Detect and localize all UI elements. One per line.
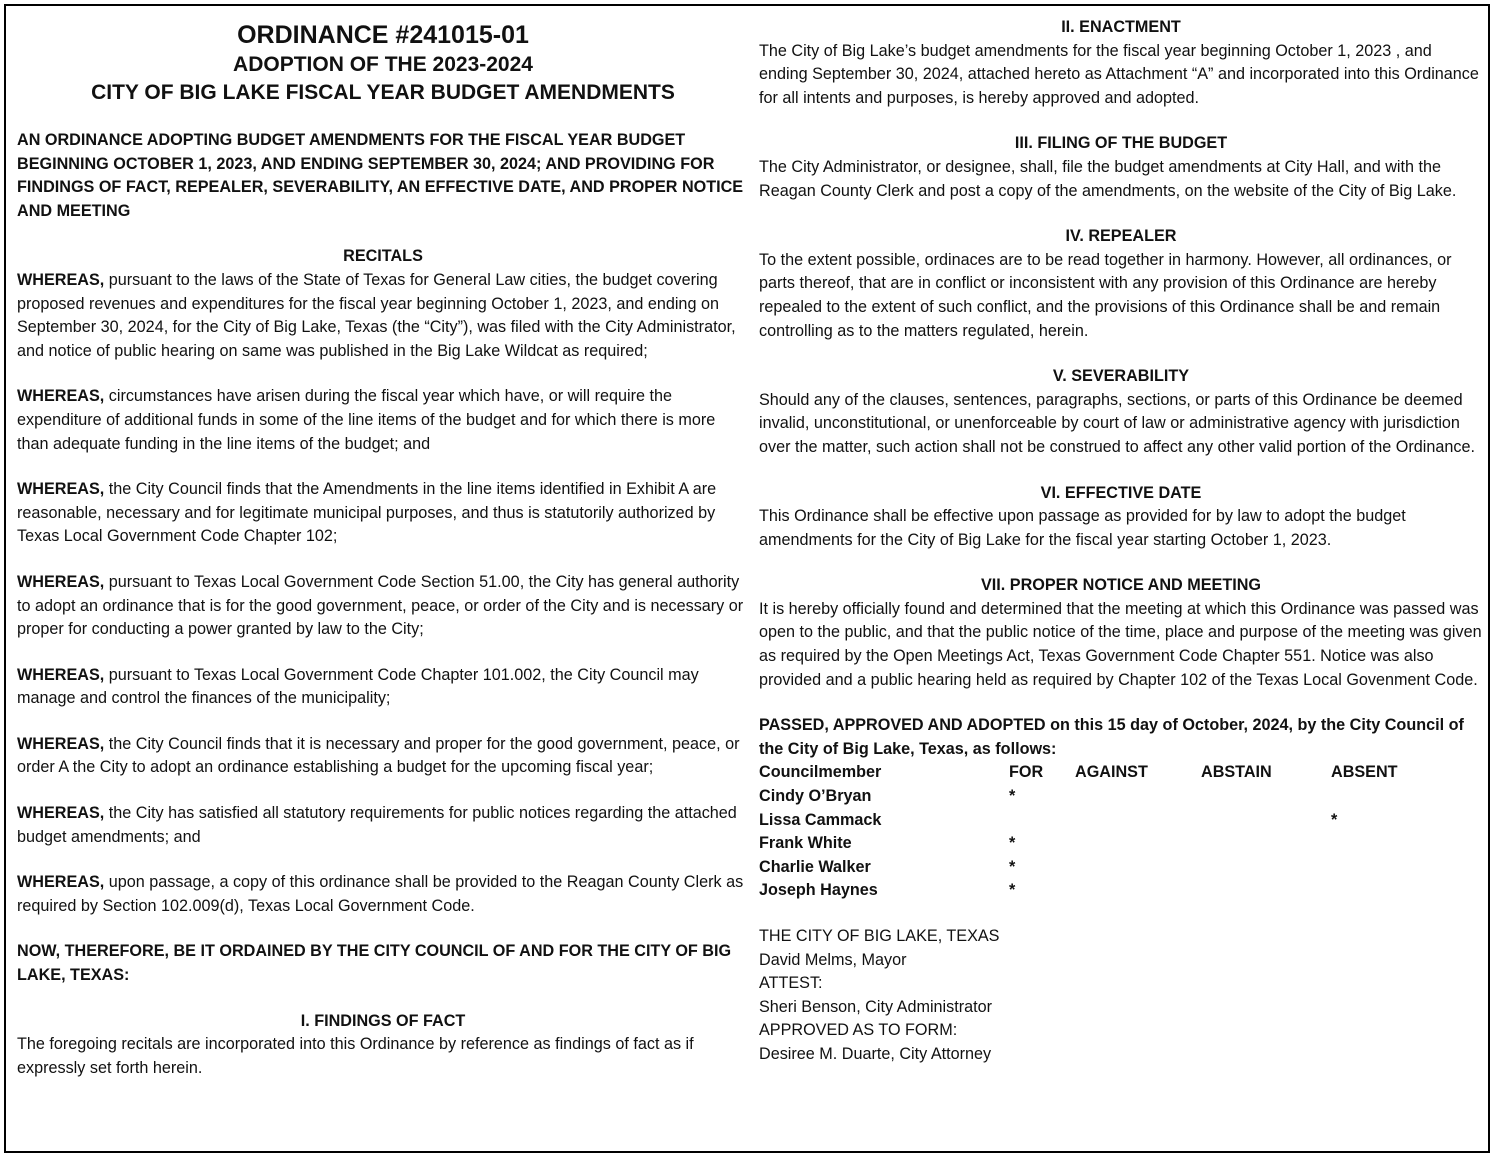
signature-attorney: Desiree M. Duarte, City Attorney: [759, 1044, 992, 1063]
section-text-severability: Should any of the clauses, sentences, paragraphs, sections, or parts of this Ordinance be deemed invalid, unconstitutional, or unenforceable by court of law or administrative agency with jurisdiction over the matter, such action shall not be construed to affect any other valid portion of the Ordinance.: [759, 390, 1475, 456]
councilmember-name: Charlie Walker: [759, 857, 871, 876]
vote-for: *: [1009, 881, 1016, 900]
vote-against: [1075, 785, 1201, 809]
vote-header-row: [759, 761, 1431, 785]
section-heading-enactment: II. ENACTMENT: [1061, 18, 1181, 36]
header-abstain: ABSTAIN: [1201, 763, 1272, 782]
vote-against: [1075, 879, 1201, 903]
vote-abstain: [1201, 785, 1331, 809]
section-heading-findings: I. FINDINGS OF FACT: [300, 1011, 466, 1030]
signature-administrator: Sheri Benson, City Administrator: [759, 997, 993, 1016]
whereas-label: WHEREAS,: [17, 873, 105, 892]
whereas-label: WHEREAS,: [17, 804, 105, 823]
recital-text: pursuant to Texas Local Government Code Section 51.00, the City has general authority to adopt an ordinance that is for the good government, peace, or order of the City and is necessary or proper for conducting a power granted by law to the City;: [17, 572, 744, 639]
recital-text: pursuant to the laws of the State of Texas for General Law cities, the budget covering proposed revenues and expenditures for the fiscal year beginning October 1, 2023, and ending on September 30, 2024, for the City of Big Lake, Texas (the “City”), was filed with the City Administrator, and notice of public hearing on same was published in the Big Lake Wildcat as required;: [17, 270, 736, 360]
ordinance-notice: [4, 4, 1490, 1153]
recital-paragraph: [17, 385, 749, 456]
section-heading-notice: VII. PROPER NOTICE AND MEETING: [980, 576, 1261, 595]
recital-text: the City Council finds that the Amendments in the line items identified in Exhibit A are reasonable, necessary and for legitimate municipal purposes, and thus is statutorily authorized by Texas Local Government Code Chapter 102;: [17, 480, 717, 546]
whereas-label: WHEREAS,: [17, 270, 105, 289]
section-text-findings: The foregoing recitals are incorporated into this Ordinance by reference as findings of fact as if expressly set forth herein.: [17, 1035, 694, 1077]
header-against: AGAINST: [1075, 763, 1148, 782]
header-councilmember: Councilmember: [759, 763, 882, 782]
ordinance-title-line: CITY OF BIG LAKE FISCAL YEAR BUDGET AMENDMENTS: [91, 81, 675, 104]
councilmember-name: Frank White: [759, 834, 852, 853]
vote-against: [1075, 856, 1201, 880]
recital-paragraph: [17, 802, 749, 849]
vote-row: [759, 856, 1431, 880]
vote-for: *: [1009, 834, 1016, 853]
recital-paragraph: [17, 478, 749, 549]
recital-paragraph: [17, 664, 749, 711]
right-column: [759, 6, 1483, 1067]
section-heading-filing: III. FILING OF THE BUDGET: [1014, 134, 1228, 153]
section-heading-severability: V. SEVERABILITY: [1052, 367, 1190, 386]
vote-abstain: [1201, 856, 1331, 880]
recital-paragraph: [17, 269, 749, 363]
header-absent: ABSENT: [1331, 763, 1398, 782]
section-text-enactment: The City of Big Lake’s budget amendments for the fiscal year beginning October 1, 2023 , and ending September 30, 2024, attached hereto as Attachment “A” and incorporated into this Ordinance for all intents and purposes, is hereby approved and adopted.: [759, 41, 1479, 107]
section-text-effective-date: This Ordinance shall be effective upon passage as provided for by law to adopt the budget amendments for the City of Big Lake for the fiscal year starting October 1, 2023.: [759, 507, 1406, 549]
section-text-filing: The City Administrator, or designee, shall, file the budget amendments at City Hall, and with the Reagan County Clerk and post a copy of the amendments, on the website of the City of Big Lake.: [759, 157, 1457, 200]
recital-text: the City has satisfied all statutory requirements for public notices regarding the attached budget amendments; and: [17, 804, 737, 846]
vote-absent: [1331, 832, 1431, 856]
vote-for: *: [1009, 857, 1016, 876]
signature-mayor: David Melms, Mayor: [759, 950, 907, 969]
councilmember-name: Cindy O’Bryan: [759, 787, 872, 806]
vote-absent: *: [1331, 810, 1338, 829]
recital-text: the City Council finds that it is necessary and proper for the good government, peace, or order A the City to adopt an ordinance establishing a budget for the upcoming fiscal year;: [17, 734, 740, 777]
vote-row: [759, 832, 1431, 856]
left-column: [17, 6, 749, 1080]
ordinance-title-line: ADOPTION OF THE 2023-2024: [233, 53, 533, 76]
signature-block: [759, 925, 1483, 1067]
vote-abstain: [1201, 879, 1331, 903]
vote-against: [1075, 809, 1201, 833]
recital-paragraph: [17, 871, 749, 918]
whereas-label: WHEREAS,: [17, 387, 105, 406]
vote-row: [759, 809, 1431, 833]
passed-statement: PASSED, APPROVED AND ADOPTED on this 15 day of October, 2024, by the City Council of the City of Big Lake, Texas, as follows:: [759, 716, 1464, 758]
whereas-label: WHEREAS,: [17, 480, 105, 499]
vote-absent: [1331, 785, 1431, 809]
councilmember-name: Joseph Haynes: [759, 881, 878, 900]
signature-attest: ATTEST:: [759, 974, 823, 993]
whereas-label: WHEREAS,: [17, 734, 105, 753]
section-heading-effective-date: VI. EFFECTIVE DATE: [1040, 483, 1202, 502]
section-text-repealer: To the extent possible, ordinaces are to be read together in harmony. However, all ordinances, or parts thereof, that are in conflict or inconsistent with any provision of this Ordinance are hereby repealed to the extent of such conflict, and the provisions of this Ordinance shall be and remain controlling as to the matters regulated, herein.: [759, 250, 1452, 340]
vote-absent: [1331, 856, 1431, 880]
vote-absent: [1331, 879, 1431, 903]
recital-text: upon passage, a copy of this ordinance shall be provided to the Reagan County Clerk as required by Section 102.009(d), Texas Local Government Code.: [17, 873, 744, 915]
ordained-clause: NOW, THEREFORE, BE IT ORDAINED BY THE CITY COUNCIL OF AND FOR THE CITY OF BIG LAKE, TEXAS:: [17, 942, 732, 985]
vote-abstain: [1201, 809, 1331, 833]
vote-row: [759, 879, 1431, 903]
signature-approved-form: APPROVED AS TO FORM:: [759, 1021, 958, 1040]
header-for: FOR: [1009, 763, 1044, 782]
recital-paragraph: [17, 733, 749, 780]
vote-against: [1075, 832, 1201, 856]
vote-abstain: [1201, 832, 1331, 856]
signature-city: THE CITY OF BIG LAKE, TEXAS: [759, 927, 1000, 945]
whereas-label: WHEREAS,: [17, 572, 105, 591]
recital-text: pursuant to Texas Local Government Code Chapter 101.002, the City Council may manage and control the finances of the municipality;: [17, 665, 699, 708]
vote-for: [1009, 809, 1075, 833]
recital-paragraph: [17, 571, 749, 642]
vote-for: *: [1009, 787, 1016, 806]
ordinance-number: ORDINANCE #241015-01: [237, 21, 529, 49]
vote-table: [759, 761, 1431, 903]
section-text-notice: It is hereby officially found and determined that the meeting at which this Ordinance was passed was open to the public, and that the public notice of the time, place and purpose of the meeting was given as required by the Open Meetings Act, Texas Government Code Chapter 551. Notice was also provided and a public hearing held as required by Chapter 102 of the Texas Local Govenment Code.: [759, 599, 1482, 689]
ordinance-summary: AN ORDINANCE ADOPTING BUDGET AMENDMENTS FOR THE FISCAL YEAR BUDGET BEGINNING OCTOBER 1, 2023, AND ENDING SEPTEMBER 30, 2024; AND PROVIDING FOR FINDINGS OF FACT, REPEALER, SEVERABILITY, AN EFFECTIVE DATE, AND PROPER NOTICE AND MEETING: [17, 131, 744, 220]
recitals-heading: RECITALS: [343, 247, 423, 266]
councilmember-name: Lissa Cammack: [759, 810, 882, 829]
vote-row: [759, 785, 1431, 809]
whereas-label: WHEREAS,: [17, 665, 105, 684]
section-heading-repealer: IV. REPEALER: [1065, 227, 1177, 246]
recital-text: circumstances have arisen during the fiscal year which have, or will require the expenditure of additional funds in some of the line items of the budget and for which there is more than adequate funding in the line items of the budget; and: [17, 387, 716, 453]
